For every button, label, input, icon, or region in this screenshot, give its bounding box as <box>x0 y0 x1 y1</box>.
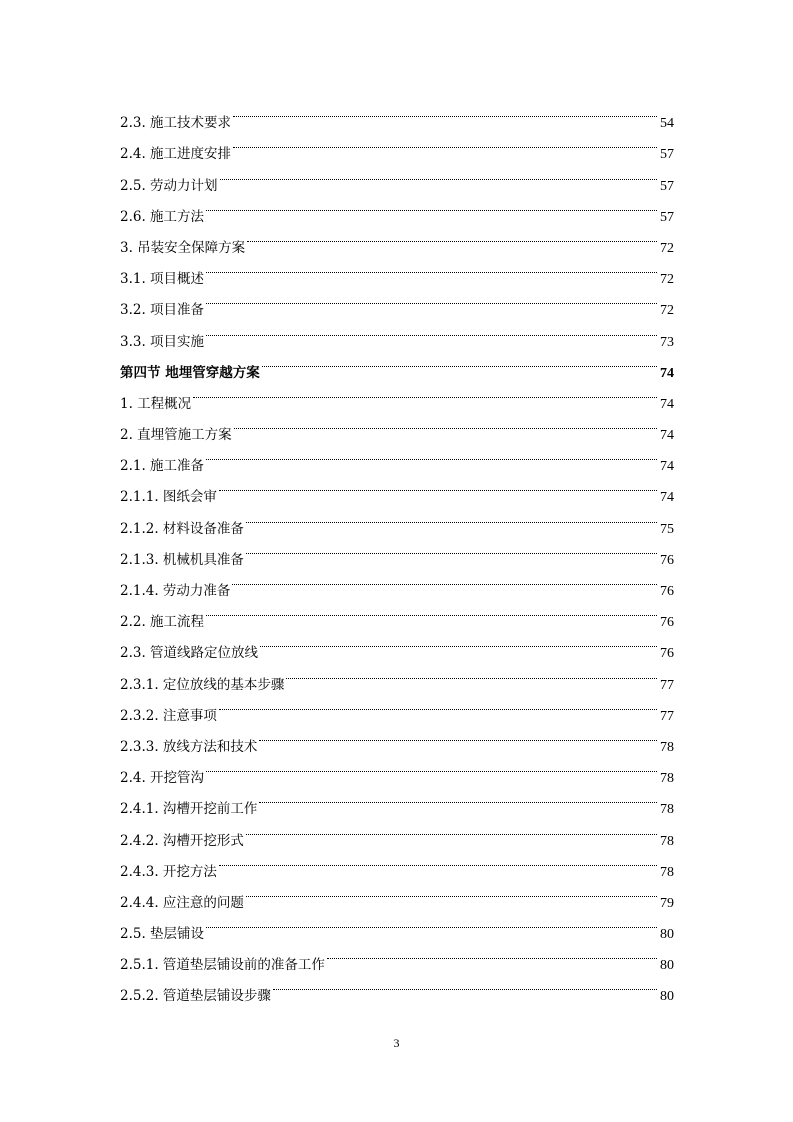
toc-entry[interactable] <box>120 408 674 444</box>
toc-entry-page: 80 <box>660 958 674 974</box>
toc-dot-leader <box>206 252 657 283</box>
toc-entry-title: 2.4. 开挖管沟 <box>120 770 205 787</box>
toc-entry-page: 72 <box>660 303 674 319</box>
toc-dot-leader <box>260 626 657 657</box>
toc-dot-leader <box>233 127 657 158</box>
toc-entry-page: 80 <box>660 927 674 943</box>
toc-dot-leader <box>286 657 657 688</box>
toc-entry-page: 76 <box>660 615 674 631</box>
toc-entry-page: 73 <box>660 334 674 350</box>
toc-dot-leader <box>206 907 657 938</box>
toc-entry-title: 2.4.2. 沟槽开挖形式 <box>120 832 244 849</box>
toc-entry-title: 第四节 地埋管穿越方案 <box>120 364 260 381</box>
toc-entry-page: 77 <box>660 677 674 693</box>
toc-entry-title: 2.6. 施工方法 <box>120 208 205 225</box>
toc-dot-leader <box>262 346 657 377</box>
toc-entry-page: 57 <box>660 147 674 163</box>
toc-entry-page: 78 <box>660 739 674 755</box>
toc-entry-title: 2.5. 垫层铺设 <box>120 926 205 943</box>
toc-entry-page: 54 <box>660 116 674 132</box>
toc-entry-page: 78 <box>660 802 674 818</box>
toc-entry-page: 74 <box>660 396 674 412</box>
toc-entry-title: 2.1.2. 材料设备准备 <box>120 520 244 537</box>
toc-entry-title: 1. 工程概况 <box>120 395 192 412</box>
toc-entry-page: 78 <box>660 833 674 849</box>
toc-entry-title: 2.3.1. 定位放线的基本步骤 <box>120 676 285 693</box>
toc-entry-title: 2.5.1. 管道垫层铺设前的准备工作 <box>120 957 325 974</box>
toc-entry-title: 2.1.4. 劳动力准备 <box>120 583 231 599</box>
toc-entry-page: 57 <box>660 209 674 225</box>
toc-entry-title: 2.4.4. 应注意的问题 <box>120 894 244 911</box>
toc-entry-title: 2.1.3. 机械机具准备 <box>120 551 244 568</box>
toc-dot-leader <box>219 845 657 876</box>
toc-entry-page: 77 <box>660 708 674 724</box>
toc-entry-page: 76 <box>660 552 674 568</box>
toc-dot-leader <box>246 533 657 564</box>
table-of-contents <box>120 96 674 1005</box>
toc-dot-leader <box>206 314 657 345</box>
toc-dot-leader <box>219 689 657 720</box>
toc-entry-page: 78 <box>660 864 674 880</box>
toc-entry-title: 3.1. 项目概述 <box>120 271 205 288</box>
toc-entry-page: 74 <box>660 365 674 381</box>
toc-dot-leader <box>234 408 657 439</box>
toc-entry[interactable] <box>120 96 674 132</box>
toc-dot-leader <box>232 564 657 595</box>
toc-dot-leader <box>206 283 657 314</box>
page-number: 3 <box>393 1036 400 1050</box>
toc-entry-page: 76 <box>660 646 674 662</box>
toc-dot-leader <box>220 158 657 189</box>
toc-entry-title: 2.2. 施工流程 <box>120 614 205 631</box>
toc-dot-leader <box>259 720 657 751</box>
toc-entry-title: 2.5. 劳动力计划 <box>120 177 218 194</box>
toc-entry-page: 74 <box>660 490 674 506</box>
toc-entry-title: 2.4.1. 沟槽开挖前工作 <box>120 801 258 818</box>
toc-dot-leader <box>273 969 657 1000</box>
toc-entry-title: 2.3.2. 注意事项 <box>120 707 217 724</box>
toc-entry-page: 75 <box>660 521 674 537</box>
toc-entry-title: 2.4.3. 开挖方法 <box>120 863 217 880</box>
toc-dot-leader <box>233 96 657 127</box>
toc-dot-leader <box>206 751 657 782</box>
toc-entry-title: 2. 直埋管施工方案 <box>120 427 232 444</box>
toc-dot-leader <box>247 221 657 252</box>
toc-entry-page: 79 <box>660 895 674 911</box>
toc-dot-leader <box>193 377 657 408</box>
toc-entry-page: 76 <box>660 584 674 599</box>
toc-entry-title: 2.1. 施工准备 <box>120 458 205 475</box>
toc-entry-page: 57 <box>660 178 674 194</box>
toc-entry[interactable] <box>120 377 674 412</box>
toc-entry-page: 74 <box>660 459 674 475</box>
toc-dot-leader <box>219 470 657 501</box>
toc-dot-leader <box>206 439 657 470</box>
toc-dot-leader <box>259 782 657 813</box>
toc-entry-title: 2.3. 管道线路定位放线 <box>120 645 259 662</box>
toc-entry-page: 78 <box>660 771 674 787</box>
toc-dot-leader <box>246 813 657 844</box>
toc-entry-page: 72 <box>660 240 674 256</box>
toc-dot-leader <box>246 876 657 907</box>
toc-entry-page: 74 <box>660 428 674 444</box>
toc-entry-title: 3.3. 项目实施 <box>120 333 205 350</box>
toc-entry-title: 2.4. 施工进度安排 <box>120 146 232 163</box>
toc-dot-leader <box>327 938 657 969</box>
toc-dot-leader <box>206 595 657 626</box>
toc-entry-title: 2.5.2. 管道垫层铺设步骤 <box>120 988 271 1005</box>
toc-entry-title: 3.2. 项目准备 <box>120 302 205 319</box>
toc-entry-page: 80 <box>660 989 674 1005</box>
toc-entry-title: 2.3. 施工技术要求 <box>120 115 232 132</box>
toc-entry-page: 72 <box>660 272 674 288</box>
toc-dot-leader <box>246 501 657 532</box>
toc-entry-title: 2.1.1. 图纸会审 <box>120 489 217 506</box>
toc-entry-title: 3. 吊装安全保障方案 <box>120 239 246 256</box>
toc-entry-title: 2.3.3. 放线方法和技术 <box>120 738 258 755</box>
toc-dot-leader <box>206 190 657 221</box>
